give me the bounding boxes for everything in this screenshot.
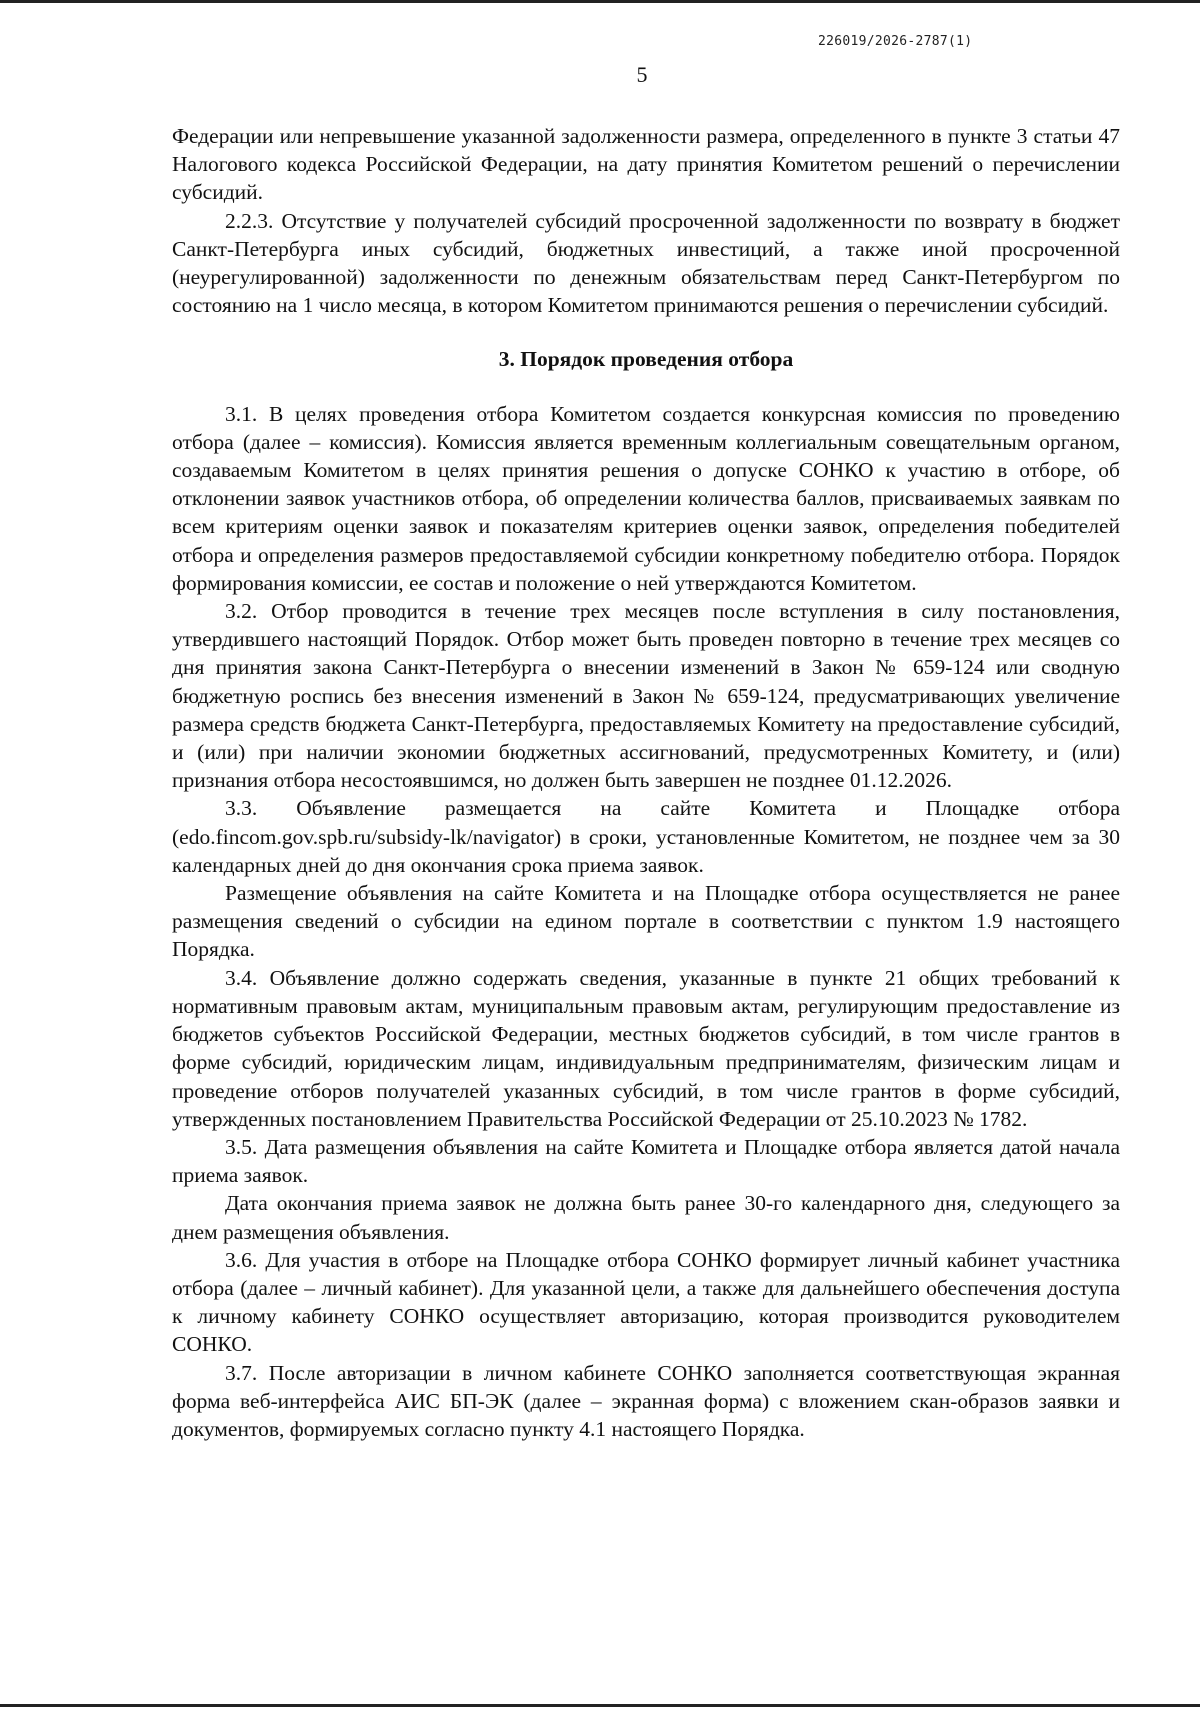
document-id: 226019/2026-2787(1) xyxy=(818,34,973,49)
document-body xyxy=(172,122,1120,1443)
section-heading: 3. Порядок проведения отбора xyxy=(498,347,794,372)
paragraph-3-6: 3.6. Для участия в отборе на Площадке отбора СОНКО формирует личный кабинет участника отбора (далее – личный кабинет). Для указанной цели, а также для дальнейшего обеспечения доступа к личному кабинету СОНКО осуществляет авторизацию, которая производится руководителем СОНКО. xyxy=(172,1247,1120,1357)
paragraph-3-4: 3.4. Объявление должно содержать сведения, указанные в пункте 21 общих требований к нормативным правовым актам, муниципальным правовым актам, регулирующим предоставление из бюджетов субъектов Российской Федерации, местных бюджетов субсидий, в том числе грантов в форме субсидий, юридическим лицам, индивидуальным предпринимателям, физическим лицам и проведение отборов получателей указанных субсидий, в том числе грантов в форме субсидий, утвержденных постановлением Правительства Российской Федерации от 25.10.2023 № 1782. xyxy=(172,965,1120,1131)
paragraph-2-2-3: 2.2.3. Отсутствие у получателей субсидий просроченной задолженности по возврату в бюджет Санкт-Петербурга иных субсидий, бюджетных инвестиций, а также иной просроченной (неурегулированной) задолженности по денежным обязательствам перед Санкт-Петербургом по состоянию на 1 число месяца, в котором Комитетом принимаются решения о перечислении субсидий. xyxy=(172,208,1120,318)
paragraph-3-3-b: Размещение объявления на сайте Комитета и на Площадке отбора осуществляется не ранее размещения сведений о субсидии на едином портале в соответствии с пунктом 1.9 настоящего Порядка. xyxy=(172,881,1120,962)
paragraph-continuation: Федерации или непревышение указанной задолженности размера, определенного в пункте 3 статьи 47 Налогового кодекса Российской Федерации, на дату принятия Комитетом решений о перечислении субсидий. xyxy=(172,124,1120,205)
scan-border-bottom xyxy=(0,1704,1200,1707)
scan-border-top xyxy=(0,0,1200,3)
paragraph-3-7: 3.7. После авторизации в личном кабинете СОНКО заполняется соответствующая экранная форма веб-интерфейса АИС БП-ЭК (далее – экранная форма) с вложением скан-образов заявки и документов, формируемых согласно пункту 4.1 настоящего Порядка. xyxy=(172,1360,1120,1441)
paragraph-3-2: 3.2. Отбор проводится в течение трех месяцев после вступления в силу постановления, утвердившего настоящий Порядок. Отбор может быть проведен повторно в течение трех месяцев со дня принятия закона Санкт-Петербурга о внесении изменений в Закон № 659-124 или сводную бюджетную роспись без внесения изменений в Закон № 659-124, предусматривающих увеличение размера средств бюджета Санкт-Петербурга, предоставляемых Комитету на предоставление субсидий, и (или) при наличии экономии бюджетных ассигнований, предусмотренных Комитету, и (или) признания отбора несостоявшимся, но должен быть завершен не позднее 01.12.2026. xyxy=(172,599,1120,793)
paragraph-3-3: 3.3. Объявление размещается на сайте Комитета и Площадке отбора (edo.fincom.gov.spb.ru/subsidy-lk/navigator) в сроки, установленные Комитетом, не позднее чем за 30 календарных дней до дня окончания срока приема заявок. xyxy=(172,796,1120,877)
paragraph-3-1: 3.1. В целях проведения отбора Комитетом создается конкурсная комиссия по проведению отбора (далее – комиссия). Комиссия является временным коллегиальным совещательным органом, создаваемым Комитетом в целях принятия решения о допуске СОНКО к участию в отборе, об отклонении заявок участников отбора, об определении количества баллов, присваиваемых заявкам по всем критериям оценки заявок и показателям критериев оценки заявок, определения победителей отбора и определения размеров предоставляемой субсидии конкретному победителю отбора. Порядок формирования комиссии, ее состав и положение о ней утверждаются Комитетом. xyxy=(172,401,1120,595)
paragraph-3-5-b: Дата окончания приема заявок не должна быть ранее 30-го календарного дня, следующего за днем размещения объявления. xyxy=(172,1191,1120,1244)
paragraph-3-5: 3.5. Дата размещения объявления на сайте Комитета и Площадке отбора является датой начала приема заявок. xyxy=(172,1134,1120,1188)
page-number: 5 xyxy=(636,62,648,87)
